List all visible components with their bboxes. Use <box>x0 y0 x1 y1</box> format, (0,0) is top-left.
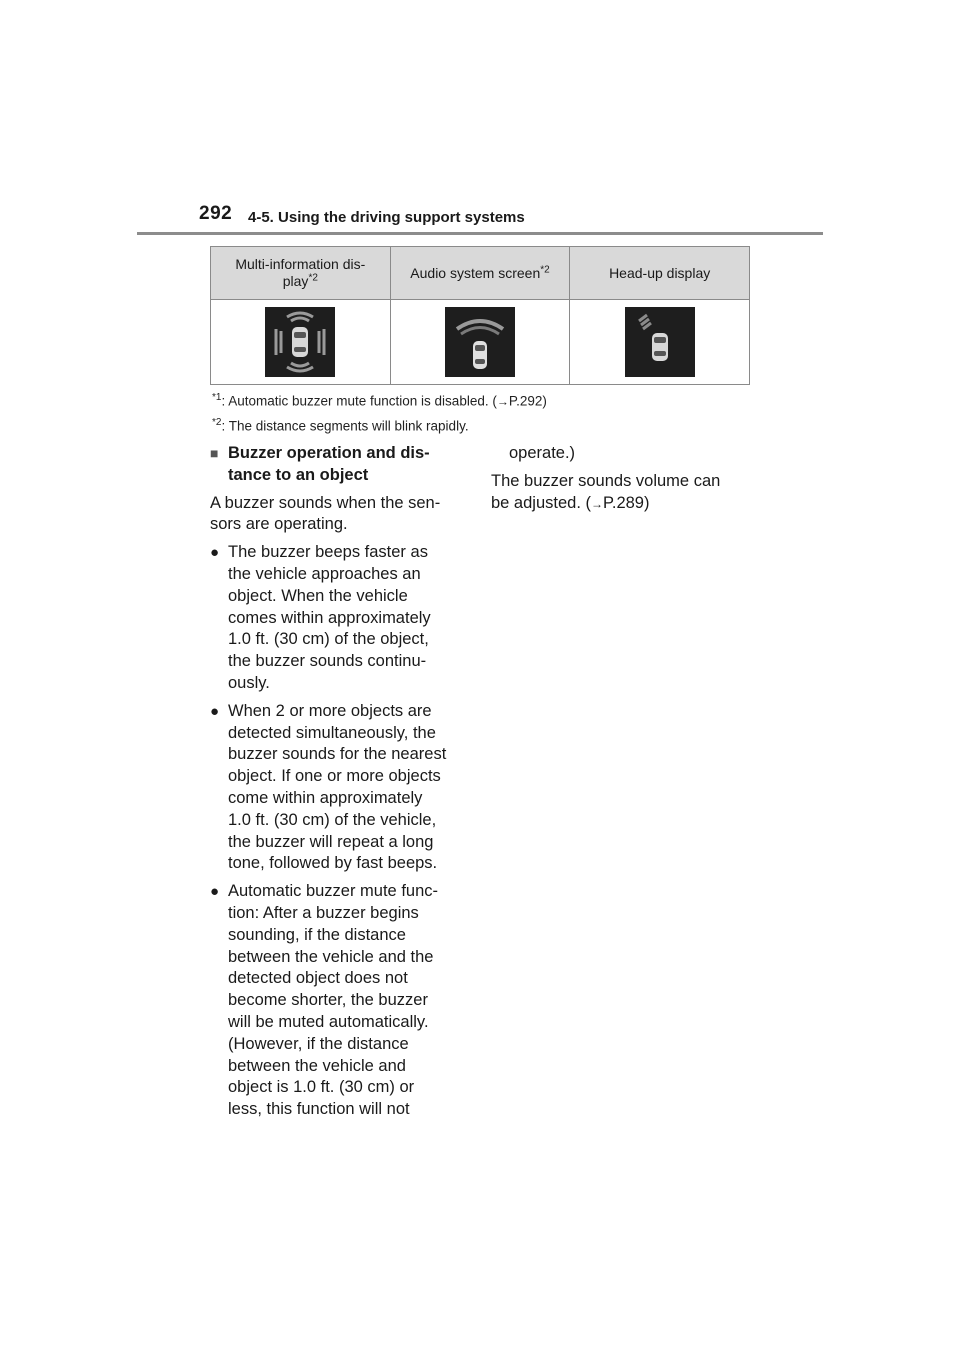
footnote-1 <box>212 392 547 409</box>
footnote-text: : The distance segments will blink rapidly. <box>221 418 469 434</box>
footnote-ref: *2 <box>540 263 550 275</box>
heading-text <box>228 443 430 487</box>
arrow-icon: → <box>590 496 603 511</box>
parking-sensor-display-icon <box>265 307 335 377</box>
intro-paragraph: A buzzer sounds when the sen- sors are operating. <box>210 493 441 534</box>
bullet-text: Automatic buzzer mute func- tion: After a buzzer begins sounding, if the distance between the vehicle and the detected object does not become shorter, the buzzer will be muted automatically. (However, if the distance between the vehicle and object is 1.0 ft. (30 cm) or less, this function will not <box>228 882 439 1119</box>
column-label: Multi-information dis- play <box>235 256 366 289</box>
table-header-cell <box>211 247 391 300</box>
column-label: Audio system screen <box>410 264 541 281</box>
list-item <box>210 881 470 1121</box>
footnote-2 <box>212 417 469 434</box>
continuation-text: operate.) <box>509 444 576 462</box>
heading-line: tance to an object <box>228 465 369 484</box>
parking-sensor-audio-icon <box>445 307 515 377</box>
page-number: 292 <box>199 203 233 224</box>
header-rule <box>137 232 823 235</box>
footnote-mark: *1 <box>212 392 222 403</box>
parking-sensor-hud-icon <box>625 307 695 377</box>
footnote-text: : Automatic buzzer mute function is disabled. ( <box>221 393 497 409</box>
display-table <box>210 246 750 385</box>
table-header-cell <box>390 247 570 300</box>
bullet-text: When 2 or more objects are detected simultaneously, the buzzer sounds for the nearest object. If one or more objects come within approximately 1.0 ft. (30 cm) of the vehicle, the buzzer will repeat a long tone, followed by fast beeps. <box>228 701 447 873</box>
table-cell <box>570 300 750 385</box>
list-item <box>210 701 470 875</box>
heading-line: Buzzer operation and dis- <box>228 444 430 462</box>
list-item <box>210 542 470 695</box>
footnote-ref: *2 <box>308 272 318 284</box>
bullet-text: The buzzer beeps faster as the vehicle approaches an object. When the vehicle comes within approximately 1.0 ft. (30 cm) of the object, the buzzer sounds continu- ously. <box>228 543 431 692</box>
left-column <box>210 443 470 1121</box>
section-title: 4-5. Using the driving support systems <box>248 209 525 226</box>
page-reference-link[interactable]: P.289 <box>602 493 644 512</box>
table-cell <box>211 300 391 385</box>
volume-paragraph <box>491 471 761 516</box>
right-column <box>491 443 761 515</box>
footnote-close: ) <box>542 393 547 409</box>
footnote-mark: *2 <box>212 417 222 428</box>
page-reference-link[interactable]: P.292 <box>508 393 543 409</box>
subsection-heading <box>210 443 470 487</box>
bullet-icon: ● <box>210 544 220 562</box>
arrow-icon: → <box>496 394 509 409</box>
volume-close: ) <box>643 493 650 512</box>
table-header-cell <box>570 247 750 300</box>
table-row <box>211 300 750 385</box>
table-header-row <box>211 247 750 300</box>
volume-text: The buzzer sounds volume can be adjusted. ( <box>491 471 721 512</box>
bullet-icon: ● <box>210 702 220 720</box>
column-label: Head-up display <box>609 264 711 281</box>
table-cell <box>390 300 570 385</box>
bullet-icon: ● <box>210 883 220 901</box>
heading-square-icon: ■ <box>210 445 219 461</box>
